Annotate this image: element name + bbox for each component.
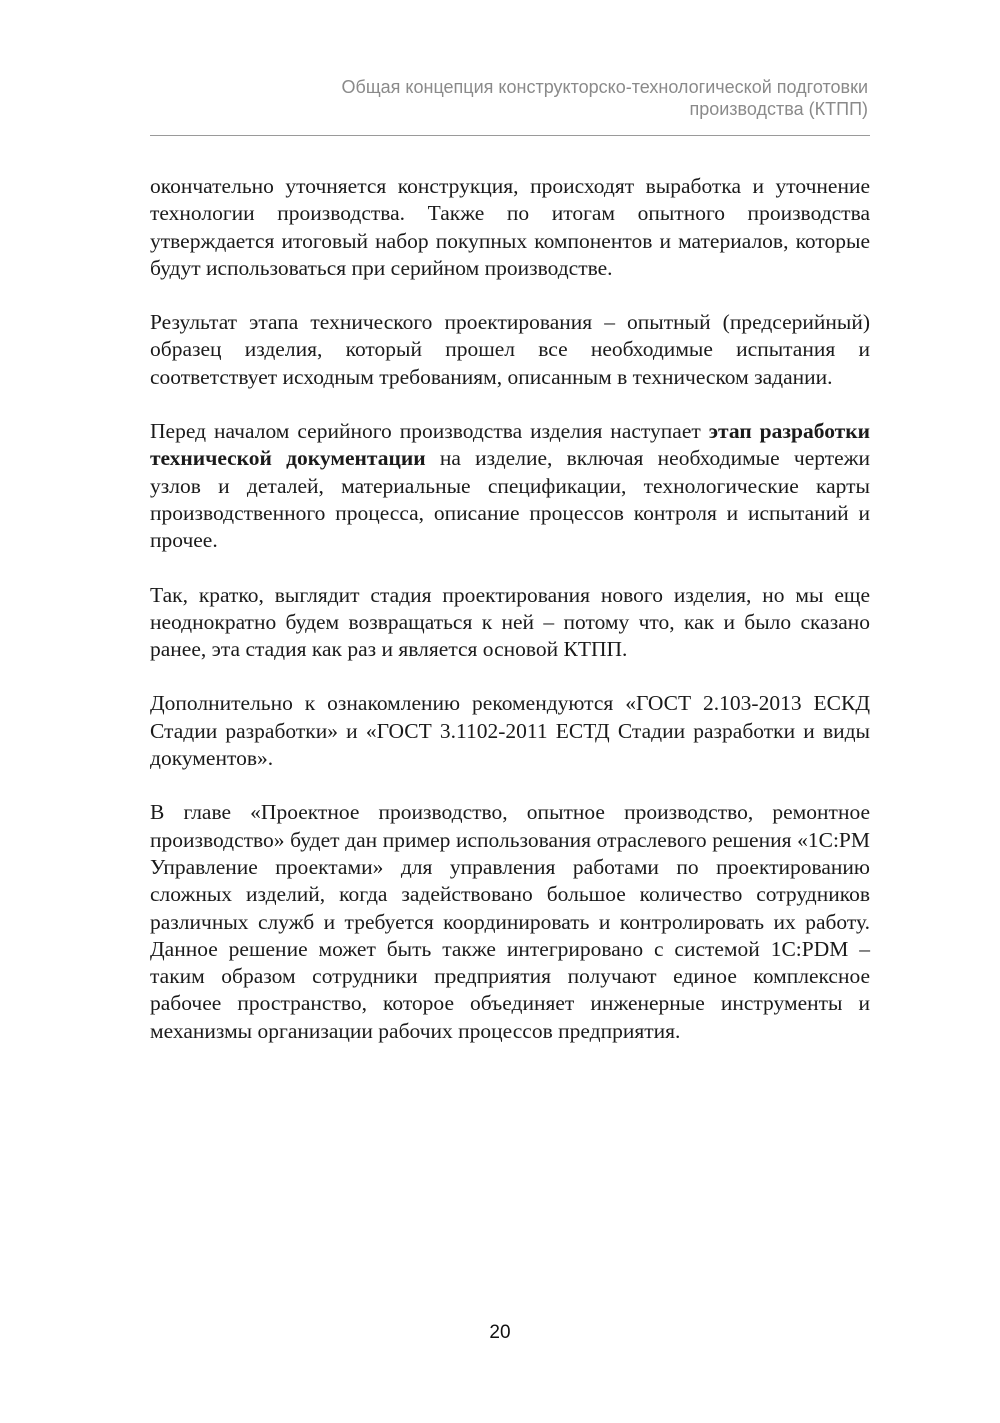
paragraph-3-rest: на изделие, включая необходимые чертежи узлов и деталей, материальные спецификации, технологические карты производственного процесса, описание процессов контроля и испытаний и прочее. — [150, 446, 871, 553]
page-number: 20 — [489, 1322, 511, 1343]
running-header-line-1: Общая концепция конструкторско-технологической подготовки — [341, 77, 868, 97]
paragraph-5: Дополнительно к ознакомлению рекомендуются «ГОСТ 2.103-2013 ЕСКД Стадии разработки» и «ГОСТ 3.1102-2011 ЕСТД Стадии разработки и виды документов». — [150, 691, 870, 771]
paragraph-1: окончательно уточняется конструкция, происходят выработка и уточнение технологии производства. Также по итогам опытного производства утверждается итоговый набор покупных компонентов и материалов, которые будут использоваться при серийном производстве. — [150, 174, 870, 280]
paragraph-3-lead: Перед началом серийного производства изделия наступает — [150, 419, 709, 444]
paragraph-3 — [150, 418, 870, 554]
paragraph-6: В главе «Проектное производство, опытное производство, ремонтное производство» будет дан пример использования отраслевого решения «1С:PM Управление проектами» для управления работами по проектированию сложных изделий, когда задействовано большое количество сотрудников различных служб и требуется координировать и контролировать их работу. Данное решение может быть также интегрировано с системой 1С:PDM – таким образом сотрудники предприятия получают единое комплексное рабочее пространство, которое объединяет инженерные инструменты и механизмы организации рабочих процессов предприятия. — [150, 800, 870, 1043]
paragraph-4: Так, кратко, выглядит стадия проектирования нового изделия, но мы еще неоднократно будем возвращаться к ней – потому что, как и было сказано ранее, эта стадия как раз и является основой КТПП. — [150, 582, 870, 662]
paragraph-2: Результат этапа технического проектирования – опытный (предсерийный) образец изделия, который прошел все необходимые испытания и соответствует исходным требованиям, описанным в техническом задании. — [150, 310, 870, 389]
running-header — [148, 76, 868, 120]
body-text — [150, 173, 870, 1072]
header-divider — [150, 135, 870, 136]
paragraph-3-bold-term: этап разработки технической документации — [150, 419, 870, 471]
running-header-line-2: производства (КТПП) — [689, 99, 868, 119]
